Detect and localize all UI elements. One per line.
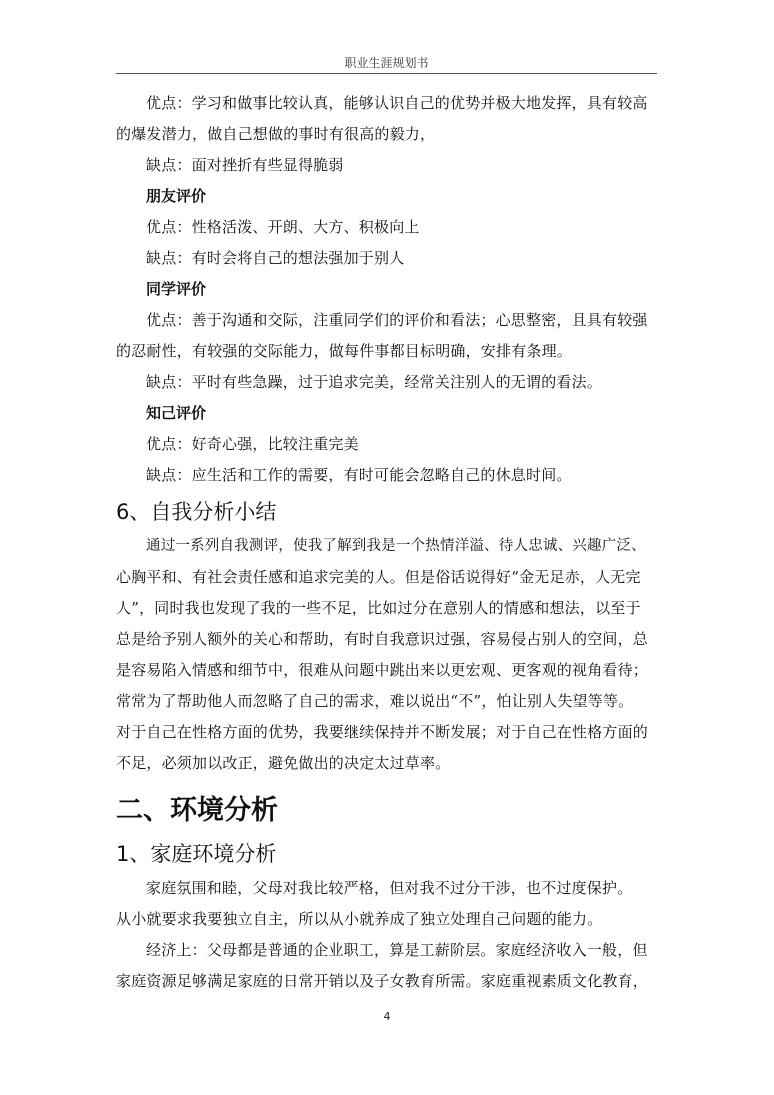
family-line: 从小就要求我要独立自主，所以从小就养成了独立处理自己问题的能力。	[116, 910, 603, 928]
family-section-heading: 1、家庭环境分析	[116, 842, 277, 866]
section6-line: 通过一系列自我测评，使我了解到我是一个热情洋溢、待人忠诚、兴趣广泛、	[146, 538, 646, 554]
self-cons: 缺点：应生活和工作的需要，有时可能会忽略自己的休息时间。	[146, 466, 572, 484]
section6-line: 常常为了帮助他人而忽略了自己的需求，难以说出“不”，怕让别人失望等等。	[116, 692, 634, 710]
friend-eval-title: 朋友评价	[146, 187, 207, 205]
page-number: 4	[383, 1010, 391, 1023]
section6-heading: 6、自我分析小结	[116, 500, 277, 524]
parent-pros-line1: 优点：学习和做事比较认真，能够认识自己的优势并极大地发挥，具有较高	[146, 94, 648, 112]
parent-cons: 缺点：面对挫折有些显得脆弱	[146, 156, 344, 174]
section6-line: 心胸平和、有社会责任感和追求完美的人。但是俗话说得好“金无足赤，人无完	[116, 568, 641, 586]
section6-line: 总是给予别人额外的关心和帮助，有时自我意识过强，容易侵占别人的空间，总	[116, 630, 649, 648]
running-header: 职业生涯规划书	[344, 56, 429, 70]
chapter2-heading: 二、环境分析	[116, 795, 278, 826]
self-eval-title: 知己评价	[146, 404, 207, 422]
page-content	[116, 88, 657, 997]
section6-line: 人”，同时我也发现了我的一些不足，比如过分在意别人的情感和想法，以至于	[116, 599, 641, 617]
classmate-pros-line1: 优点：善于沟通和交际，注重同学们的评价和看法；心思整密，且具有较强	[146, 311, 648, 329]
family-line: 家庭氛围和睦，父母对我比较严格，但对我不过分干涉，也不过度保护。	[146, 879, 633, 897]
section6-line: 不足，必须加以改正，避免做出的决定太过草率。	[116, 754, 451, 772]
friend-cons: 缺点：有时会将自己的想法强加于别人	[146, 249, 405, 267]
classmate-pros-line2: 的忍耐性，有较强的交际能力，做每件事都目标明确，安排有条理。	[116, 342, 573, 360]
friend-pros: 优点：性格活泼、开朗、大方、积极向上	[146, 218, 420, 236]
section6-line: 对于自己在性格方面的优势，我要继续保持并不断发展；对于自己在性格方面的	[116, 723, 649, 741]
family-line: 家庭资源足够满足家庭的日常开销以及子女教育所需。家庭重视素质文化教育，	[116, 972, 649, 990]
classmate-cons: 缺点：平时有些急躁，过于追求完美，经常关注别人的无谓的看法。	[146, 373, 603, 391]
parent-pros-line2: 的爆发潜力，做自己想做的事时有很高的毅力，	[116, 125, 436, 143]
header-rule	[116, 73, 657, 74]
section6-line: 是容易陷入情感和细节中，很难从问题中跳出来以更宏观、更客观的视角看待；	[116, 661, 649, 679]
family-line: 经济上：父母都是普通的企业职工，算是工薪阶层。家庭经济收入一般，但	[146, 941, 648, 959]
classmate-eval-title: 同学评价	[146, 280, 207, 298]
self-pros: 优点：好奇心强，比较注重完美	[146, 435, 359, 453]
